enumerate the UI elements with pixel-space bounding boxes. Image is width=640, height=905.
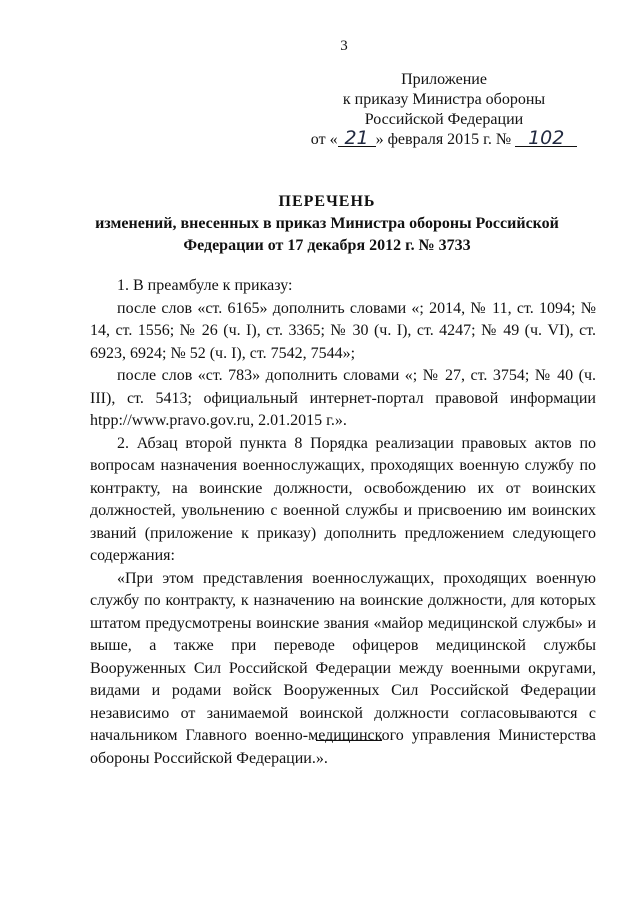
document-title <box>60 191 594 257</box>
paragraph-2: после слов «ст. 6165» дополнить словами «; 2014, № 11, ст. 1094; № 14, ст. 1556; № 26 (ч. I), ст. 3365; № 30 (ч. I), ст. 4247; № 49 (ч. VI), ст. 6923, 6924; № 52 (ч. I), ст. 7542, 7544»; <box>90 299 596 362</box>
handwritten-order-number: 102 <box>515 130 577 147</box>
appendix-header <box>294 70 594 150</box>
handwritten-day: 21 <box>338 130 376 147</box>
paragraph-1: 1. В преамбуле к приказу: <box>117 277 293 294</box>
paragraph-3: после слов «ст. 783» дополнить словами «; № 27, ст. 3754; № 40 (ч. III), ст. 5413; официальный интернет-портал правовой информации htpp://www.pravo.gov.ru, 2.01.2015 г.». <box>90 367 596 429</box>
title-heading: ПЕРЕЧЕНЬ <box>278 193 376 210</box>
date-middle: » февраля 2015 г. № <box>375 131 512 148</box>
title-subtitle-line2: Федерации от 17 декабря 2012 г. № 3733 <box>183 237 471 254</box>
appendix-date-line <box>294 127 594 150</box>
document-body <box>90 275 596 770</box>
date-prefix: от « <box>310 131 338 148</box>
page-number: 3 <box>340 38 348 54</box>
title-subtitle-line1: изменений, внесенных в приказ Министра обороны Российской <box>95 215 559 232</box>
paragraph-4: 2. Абзац второй пункта 8 Порядка реализации правовых актов по вопросам назначения военнослужащих, проходящих военную службу по контракту, на воинские должности, освобождению их от воинских должностей, увольнению с военной службы и присвоению им воинских званий (приложение к приказу) дополнить предложением следующего содержания: <box>90 434 596 564</box>
end-divider <box>316 740 382 741</box>
appendix-federation: Российской Федерации <box>364 111 524 128</box>
appendix-label: Приложение <box>401 71 487 88</box>
appendix-order-ref: к приказу Министра обороны <box>342 91 546 108</box>
paragraph-5: «При этом представления военнослужащих, проходящих военную службу по контракту, к назначению на воинские должности, для которых штатом предусмотрены воинские звания «майор медицинской службы» и выше, а также при переводе офицеров медицинской службы Вооруженных Сил Российской Федерации между военными округами, видами и родами войск Вооруженных Сил Российской Федерации независимо от занимаемой воинской должности согласовываются с начальником Главного военно-медицинского управления Министерства обороны Российской Федерации.». <box>90 569 596 767</box>
